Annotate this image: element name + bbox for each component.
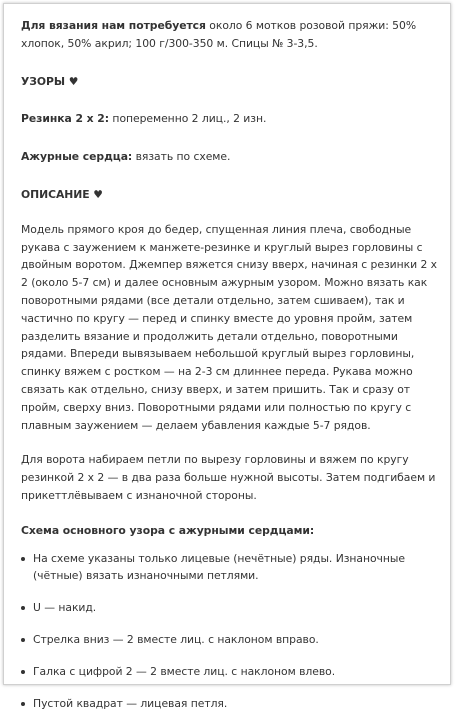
ribbing-paragraph: [21, 110, 445, 128]
list-item-text: Галка с цифрой 2 — 2 вместе лиц. с наклоном влево.: [33, 664, 336, 678]
hearts-paragraph: [21, 148, 445, 166]
list-item: [21, 599, 445, 617]
list-item-text: Пустой квадрат — лицевая петля.: [33, 696, 228, 710]
ribbing-text: попеременно 2 лиц., 2 изн.: [109, 112, 267, 126]
list-item-text: U — накид.: [33, 601, 97, 615]
hearts-text: вязать по схеме.: [132, 150, 231, 164]
bullet-icon: [21, 638, 25, 642]
patterns-heading: УЗОРЫ ♥: [21, 74, 79, 88]
article-card: [3, 3, 451, 710]
bullet-icon: [21, 670, 25, 674]
bullet-icon: [21, 702, 25, 706]
materials-lead: Для вязания нам потребуется: [21, 19, 206, 32]
list-item: [21, 631, 445, 649]
list-item: [21, 550, 445, 586]
description-paragraph-2: Для ворота набираем петли по вырезу горловины и вяжем по кругу резинкой 2 х 2 — в два раза больше нужной высоты. Затем подгибаем и прикеттлёвываем с изнаночной стороны.: [21, 453, 436, 502]
scheme-legend-list: [21, 550, 445, 712]
materials-paragraph: [21, 17, 445, 53]
article-content: [21, 17, 445, 712]
hearts-term: Ажурные сердца:: [21, 150, 133, 164]
description-paragraph-1: Модель прямого кроя до бедер, спущенная линия плеча, свободные рукава с заужением к манжете-резинке и круглый вырез горловины с двойным воротом. Джемпер вяжется снизу вверх, начиная с резинки 2 х 2 (около 5-7 см) и далее основным ажурным узором. Можно вязать как поворотными рядами (все детали отдельно, затем сшиваем), так и частично по кругу — перед и спинку вместе до уровня пройм, затем разделить вязание и продолжить детали отдельно, поворотными рядами. Впереди вывязываем небольшой круглый вырез горловины, спинку вяжем с ростком — на 2-3 см длиннее переда. Рукава можно связать как отдельно, снизу вверх, и затем пришить. Так и сразу от пройм, сверху вниз. Поворотными рядами или полностью по кругу с плавным заужением — делаем убавления каждые 5-7 рядов.: [21, 222, 437, 432]
list-item-text: На схеме указаны только лицевые (нечётные) ряды. Изнаночные (чётные) вязать изнаночными петлями.: [33, 551, 405, 583]
scheme-heading: Схема основного узора с ажурными сердцами:: [21, 523, 315, 537]
bullet-icon: [21, 557, 25, 561]
bullet-icon: [21, 606, 25, 610]
list-item: [21, 663, 445, 681]
list-item-text: Стрелка вниз — 2 вместе лиц. с наклоном вправо.: [33, 632, 319, 646]
list-item: [21, 695, 445, 712]
description-heading: ОПИСАНИЕ ♥: [21, 187, 103, 201]
materials-text: около 6 мотков розовой пряжи: 50% хлопок, 50% акрил; 100 г/300-350 м. Спицы № 3-3,5.: [21, 19, 417, 50]
ribbing-term: Резинка 2 х 2:: [21, 112, 110, 126]
